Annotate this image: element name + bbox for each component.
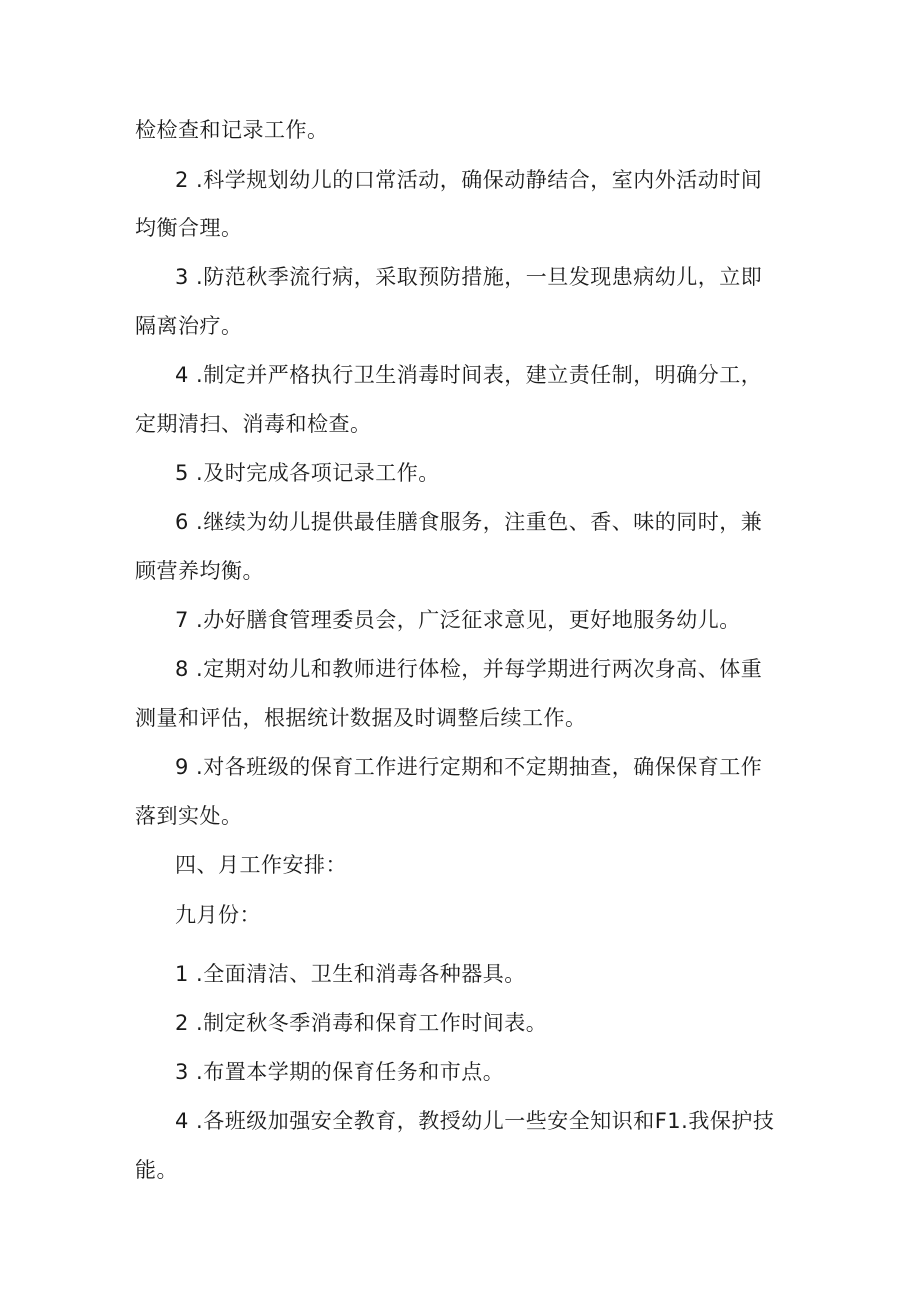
section-heading: 四、月工作安排：	[175, 853, 347, 877]
list-item-6: 6 .继续为幼儿提供最佳膳食服务，注重色、香、味的同时，兼	[175, 510, 763, 534]
list-item-1: 1 .全面清洁、卫生和消毒各种器具。	[175, 962, 526, 986]
text-line: 落到实处。	[135, 804, 243, 828]
list-item-5: 5 .及时完成各项记录工作。	[175, 461, 440, 485]
list-item-9: 9 .对各班级的保育工作进行定期和不定期抽查，确保保育工作	[175, 755, 763, 779]
text-line: 检检查和记录工作。	[135, 118, 329, 142]
list-item-2: 2 .科学规划幼儿的口常活动，确保动静结合，室内外活动时间	[175, 168, 763, 192]
list-item-8: 8 .定期对幼儿和教师进行体检，并每学期进行两次身高、体重	[175, 657, 763, 681]
text-line: 顾营养均衡。	[135, 559, 264, 583]
list-item-2: 2 .制定秋冬季消毒和保育工作时间表。	[175, 1011, 548, 1035]
list-item-4: 4 .制定并严格执行卫生消毒时间表，建立责任制，明确分工，	[175, 363, 763, 387]
text-line: 定期清扫、消毒和检查。	[135, 412, 372, 436]
text-line: 测量和评估，根据统计数据及时调整后续工作。	[135, 706, 587, 730]
list-item-7: 7 .办好膳食管理委员会，广泛征求意见，更好地服务幼儿。	[175, 608, 741, 632]
list-item-3: 3 .防范秋季流行病，采取预防措施，一旦发现患病幼儿，立即	[175, 265, 763, 289]
text-line: 隔离治疗。	[135, 314, 243, 338]
month-heading: 九月份：	[175, 903, 261, 927]
text-line: 均衡合理。	[135, 216, 243, 240]
list-item-3: 3 .布置本学期的保育任务和市点。	[175, 1060, 505, 1084]
text-line: 能。	[135, 1158, 178, 1182]
list-item-4: 4 .各班级加强安全教育，教授幼儿一些安全知识和F1.我保护技	[175, 1109, 775, 1133]
